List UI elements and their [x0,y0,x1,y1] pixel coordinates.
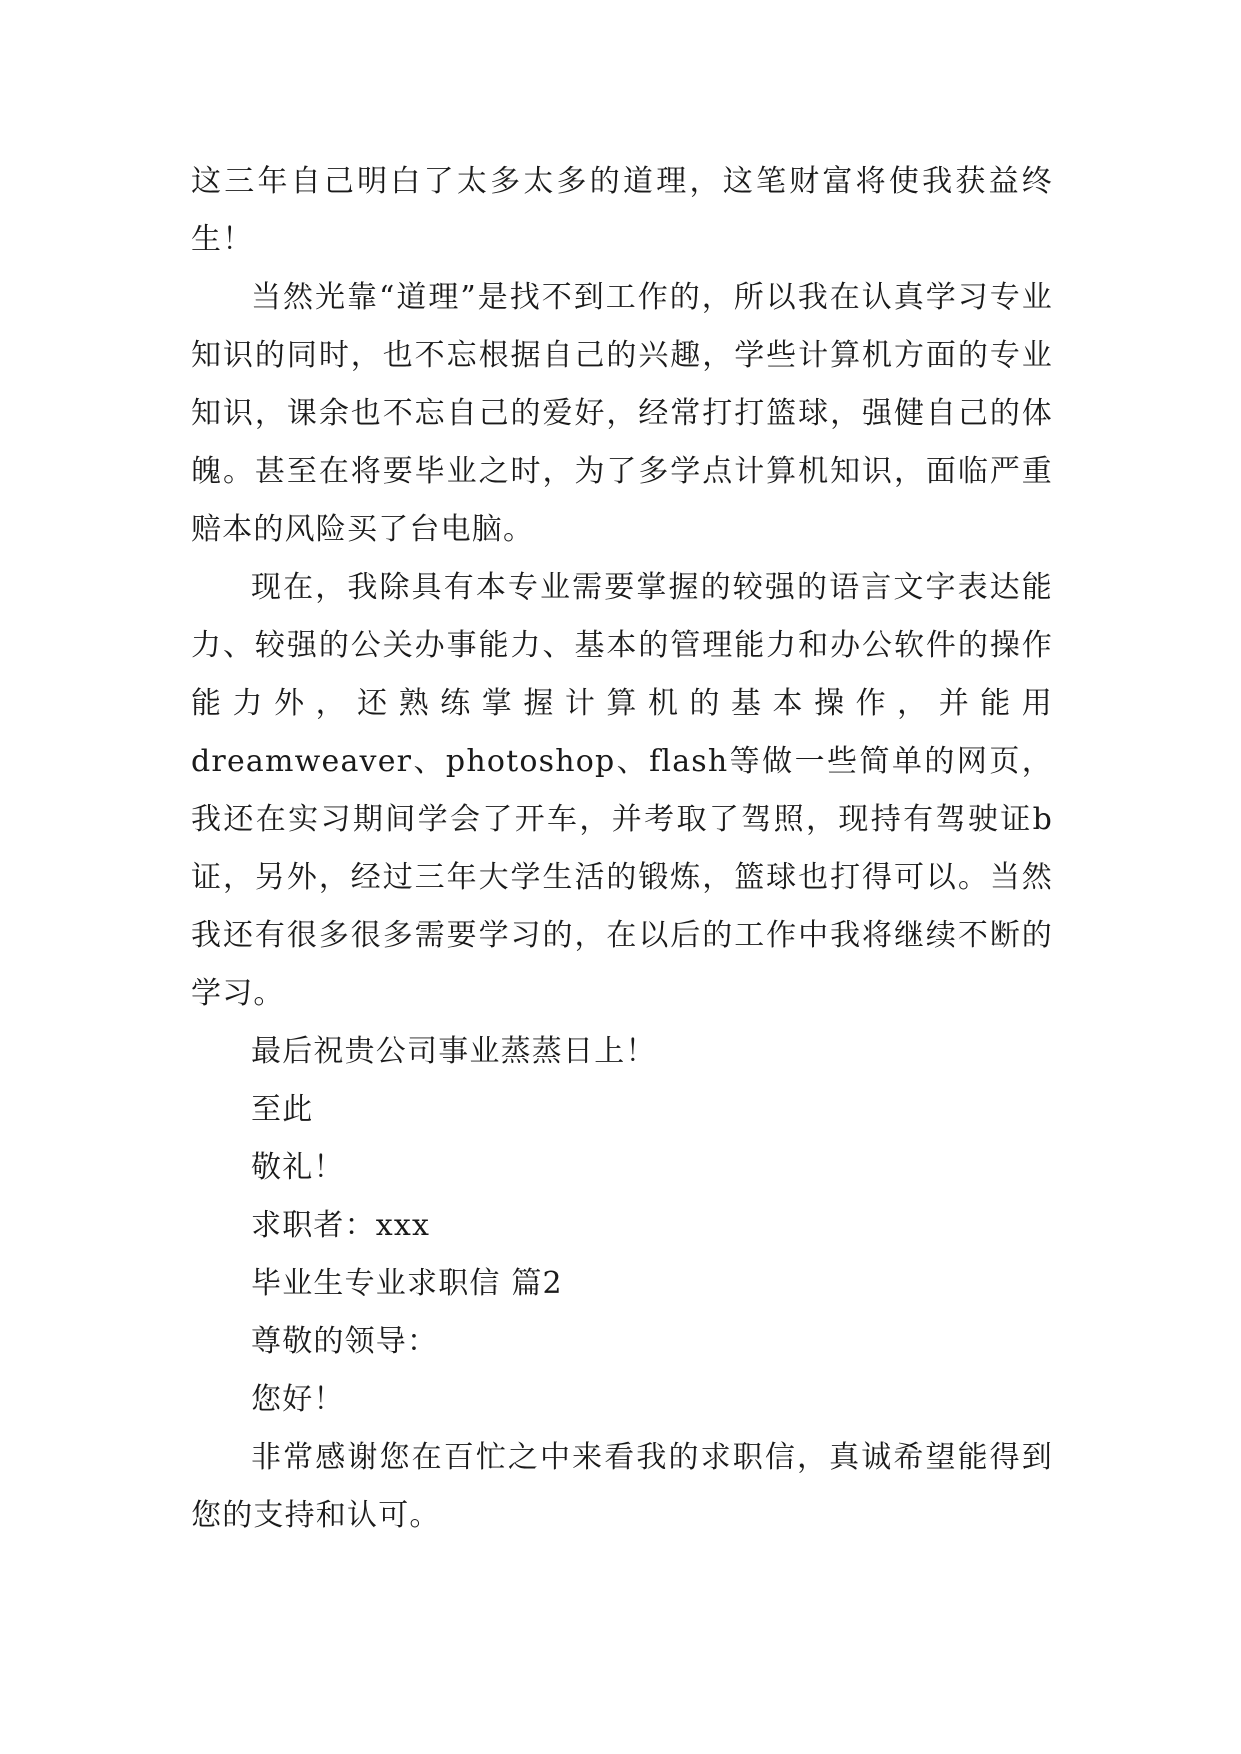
paragraph-1: 这三年自己明白了太多太多的道理，这笔财富将使我获益终生！ [191,164,1053,257]
paragraph-3: 现在，我除具有本专业需要掌握的较强的语言文字表达能力、较强的公关办事能力、基本的管理能力和办公软件的操作能力外，还熟练掌握计算机的基本操作，并能用dreamweaver、photoshop、flash等做一些简单的网页，我还在实习期间学会了开车，并考取了驾照，现持有驾驶证b证，另外，经过三年大学生活的锻炼，篮球也打得可以。当然我还有很多很多需要学习的，在以后的工作中我将继续不断的学习。 [191,570,1053,1011]
closing-line: 至此 [251,1092,314,1127]
hello-line: 您好！ [251,1382,345,1417]
signature-line: 求职者：xxx [251,1208,431,1243]
salutation-closing: 敬礼！ [251,1150,345,1185]
document-body [191,153,1053,1545]
closing-wish: 最后祝贵公司事业蒸蒸日上！ [251,1034,657,1069]
paragraph-final: 非常感谢您在百忙之中来看我的求职信，真诚希望能得到您的支持和认可。 [191,1440,1053,1533]
greeting-line: 尊敬的领导： [251,1324,439,1359]
section-heading: 毕业生专业求职信 篇2 [251,1266,563,1301]
paragraph-2: 当然光靠“道理”是找不到工作的，所以我在认真学习专业知识的同时，也不忘根据自己的兴趣，学些计算机方面的专业知识，课余也不忘自己的爱好，经常打打篮球，强健自己的体魄。甚至在将要毕业之时，为了多学点计算机知识，面临严重赔本的风险买了台电脑。 [191,280,1053,547]
